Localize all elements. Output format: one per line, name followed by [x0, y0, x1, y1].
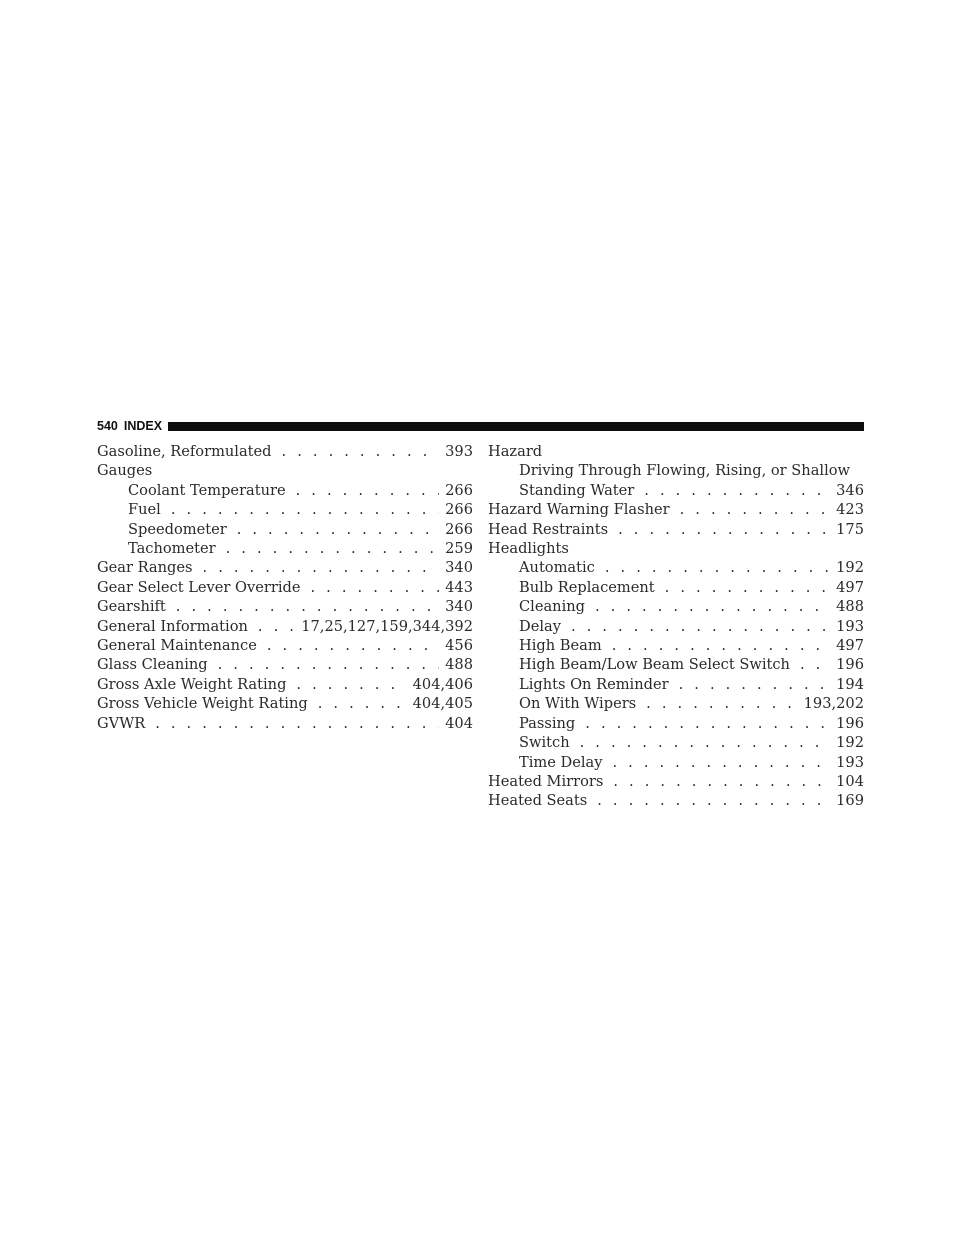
index-subentry	[97, 481, 473, 500]
index-entry	[488, 772, 864, 791]
index-entry-label: Time Delay	[519, 753, 603, 771]
page-reference: 193	[836, 753, 864, 771]
index-entry	[97, 675, 473, 694]
index-entry-label: Coolant Temperature	[128, 481, 286, 499]
page-reference: 404,405	[412, 695, 473, 713]
index-entry	[488, 481, 864, 500]
dot-leader	[267, 636, 439, 655]
index-subentry	[488, 636, 864, 655]
dot-leader	[318, 694, 407, 713]
index-entry	[97, 636, 473, 655]
index-entry-label: General Maintenance	[97, 637, 257, 655]
index-entry	[97, 578, 473, 597]
index-entry-label: Tachometer	[128, 540, 216, 558]
page-reference: 340	[445, 559, 473, 577]
dot-leader	[296, 481, 440, 500]
page-reference: 488	[445, 656, 473, 674]
index-entry-label: Gearshift	[97, 598, 166, 616]
dot-leader	[258, 617, 295, 636]
page-reference: 443	[445, 578, 473, 596]
dot-leader	[612, 636, 830, 655]
page-reference: 193,202	[803, 695, 864, 713]
index-entry	[97, 714, 473, 733]
page-reference: 423	[836, 501, 864, 519]
dot-leader	[218, 655, 440, 674]
index-subentry	[488, 578, 864, 597]
page-reference: 266	[445, 481, 473, 499]
index-entry-label: On With Wipers	[519, 695, 637, 713]
page-reference: 169	[836, 792, 864, 810]
index-entry-label: Heated Seats	[488, 792, 588, 810]
index-entry-label: Speedometer	[128, 520, 227, 538]
dot-leader	[571, 617, 830, 636]
dot-leader	[595, 597, 830, 616]
page-reference: 259	[445, 540, 473, 558]
page-number: 540	[97, 419, 118, 433]
page-reference: 193	[836, 617, 864, 635]
dot-leader	[176, 597, 439, 616]
dot-leader	[203, 558, 440, 577]
index-entry-label: General Information	[97, 617, 248, 635]
dot-leader	[237, 520, 439, 539]
page-reference: 196	[836, 714, 864, 732]
page-reference: 497	[836, 578, 864, 596]
index-entry	[488, 500, 864, 519]
index-entry-label: Lights On Reminder	[519, 675, 669, 693]
index-entry	[97, 558, 473, 577]
dot-leader	[679, 675, 831, 694]
dot-leader	[585, 714, 830, 733]
index-subentry	[488, 694, 864, 713]
index-entry	[488, 520, 864, 539]
page-reference: 192	[836, 559, 864, 577]
index-entry-label: Hazard Warning Flasher	[488, 501, 670, 519]
page-reference: 194	[836, 675, 864, 693]
index-entry-label: Driving Through Flowing, Rising, or Shallow	[519, 462, 851, 480]
dot-leader	[597, 791, 830, 810]
page-reference: 266	[445, 520, 473, 538]
page-reference: 196	[836, 656, 864, 674]
dot-leader	[613, 772, 830, 791]
dot-leader	[665, 578, 830, 597]
index-entry-label: High Beam	[519, 637, 602, 655]
index-entry-label: High Beam/Low Beam Select Switch	[519, 656, 790, 674]
page-reference: 340	[445, 598, 473, 616]
header-rule	[168, 422, 864, 431]
index-subentry	[488, 617, 864, 636]
page-reference: 17,25,127,159,344,392	[301, 617, 473, 635]
index-entry	[97, 442, 473, 461]
dot-leader	[171, 500, 439, 519]
index-entry-label: Gasoline, Reformulated	[97, 443, 272, 460]
index-entry-label: Gross Vehicle Weight Rating	[97, 695, 308, 713]
page-reference: 456	[445, 637, 473, 655]
index-entry-label: Bulb Replacement	[519, 578, 655, 596]
index-entry-label: Gross Axle Weight Rating	[97, 675, 287, 693]
dot-leader	[605, 558, 830, 577]
index-subentry	[488, 714, 864, 733]
index-subentry	[97, 539, 473, 558]
index-entry-label: GVWR	[97, 714, 146, 732]
index-subentry	[488, 655, 864, 674]
index-entry-label: Gear Select Lever Override	[97, 578, 301, 596]
index-heading: Headlights	[488, 540, 569, 558]
index-subentry	[97, 500, 473, 519]
index-entry-label: Delay	[519, 617, 561, 635]
index-entry	[488, 791, 864, 810]
page-reference: 104	[836, 772, 864, 790]
dot-leader	[644, 481, 830, 500]
page-reference: 404,406	[412, 675, 473, 693]
dot-leader	[226, 539, 440, 558]
dot-leader	[282, 442, 440, 461]
dot-leader	[580, 733, 831, 752]
page-header	[97, 417, 864, 435]
dot-leader	[296, 675, 406, 694]
index-column-left	[97, 442, 473, 733]
index-entry-label: Automatic	[519, 559, 595, 577]
index-entry-label: Passing	[519, 714, 576, 732]
index-entry-label: Cleaning	[519, 598, 585, 616]
page-reference: 393	[445, 443, 473, 460]
index-entry-label: Fuel	[128, 501, 161, 519]
index-column-right	[488, 442, 864, 811]
page-reference: 404	[445, 714, 473, 732]
page-reference: 497	[836, 637, 864, 655]
dot-leader	[155, 714, 439, 733]
index-entry-label: Head Restraints	[488, 520, 609, 538]
index-subentry	[488, 753, 864, 772]
page-reference: 488	[836, 598, 864, 616]
index-subentry	[488, 733, 864, 752]
index-entry-label: Glass Cleaning	[97, 656, 208, 674]
index-entry	[97, 597, 473, 616]
dot-leader	[680, 500, 831, 519]
index-entry-label: Gear Ranges	[97, 559, 193, 577]
index-subentry	[488, 558, 864, 577]
index-subentry	[488, 675, 864, 694]
index-heading: Gauges	[97, 462, 153, 480]
index-entry	[97, 694, 473, 713]
dot-leader	[612, 753, 830, 772]
index-entry-label: Heated Mirrors	[488, 772, 604, 790]
page-reference: 192	[836, 734, 864, 752]
index-heading: Hazard	[488, 443, 543, 460]
dot-leader	[800, 655, 830, 674]
index-entry	[97, 617, 473, 636]
index-entry-label: Switch	[519, 734, 570, 752]
index-subentry	[488, 597, 864, 616]
dot-leader	[311, 578, 440, 597]
page-reference: 266	[445, 501, 473, 519]
page-reference: 175	[836, 520, 864, 538]
page-reference: 346	[836, 481, 864, 499]
dot-leader	[618, 520, 830, 539]
index-entry	[97, 655, 473, 674]
section-title: INDEX	[123, 419, 163, 433]
dot-leader	[646, 694, 797, 713]
index-subentry	[97, 520, 473, 539]
index-entry-label: Standing Water	[519, 481, 635, 499]
